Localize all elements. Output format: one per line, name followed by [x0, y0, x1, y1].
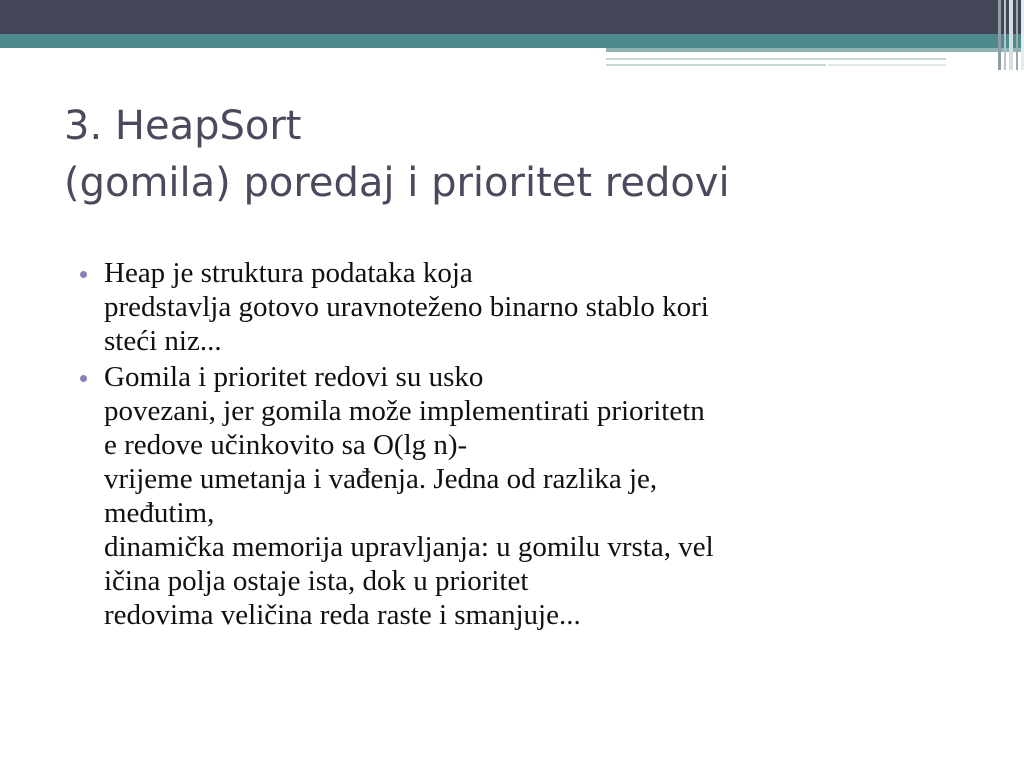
stripe [1009, 0, 1013, 70]
stripe [1016, 0, 1018, 70]
stripe [1004, 0, 1006, 70]
header-dark-bar [0, 0, 1024, 34]
header-thin-line [828, 64, 946, 66]
bullet-text-line: e redove učinkovito sa O(lg n)- [104, 429, 468, 461]
bullet-text-line: Heap je struktura podataka koja [104, 257, 473, 289]
bullet-item-heap [76, 256, 976, 358]
title-line-1: 3. HeapSort [64, 103, 302, 149]
bullet-dot-icon [80, 271, 87, 278]
header-thin-line [606, 64, 826, 66]
header-vertical-stripes [988, 0, 1024, 70]
stripe [998, 0, 1001, 70]
header-teal-bar [0, 34, 1024, 48]
header-thin-line [606, 58, 946, 60]
bullet-text-line: povezani, jer gomila može implementirati prioritetn [104, 395, 705, 427]
bullet-list [76, 256, 976, 634]
bullet-dot-icon [80, 375, 87, 382]
bullet-item-priority-queues [76, 360, 976, 632]
bullet-text-line: vrijeme umetanja i vađenja. Jedna od razlika je, [104, 463, 658, 495]
bullet-text-line: međutim, [104, 497, 215, 529]
bullet-text-line: steći niz... [104, 325, 222, 357]
bullet-text-line: ičina polja ostaje ista, dok u prioritet [104, 565, 529, 597]
bullet-text-line: Gomila i prioritet redovi su usko [104, 361, 484, 393]
bullet-text-line: dinamička memorija upravljanja: u gomilu vrsta, vel [104, 531, 714, 563]
title-line-2: (gomila) poredaj i prioritet redovi [64, 160, 730, 206]
header-accent-bar [606, 48, 1024, 52]
bullet-text-line: predstavlja gotovo uravnoteženo binarno stablo kori [104, 291, 709, 323]
bullet-text-line: redovima veličina reda raste i smanjuje... [104, 599, 581, 631]
slide-title [64, 98, 730, 212]
